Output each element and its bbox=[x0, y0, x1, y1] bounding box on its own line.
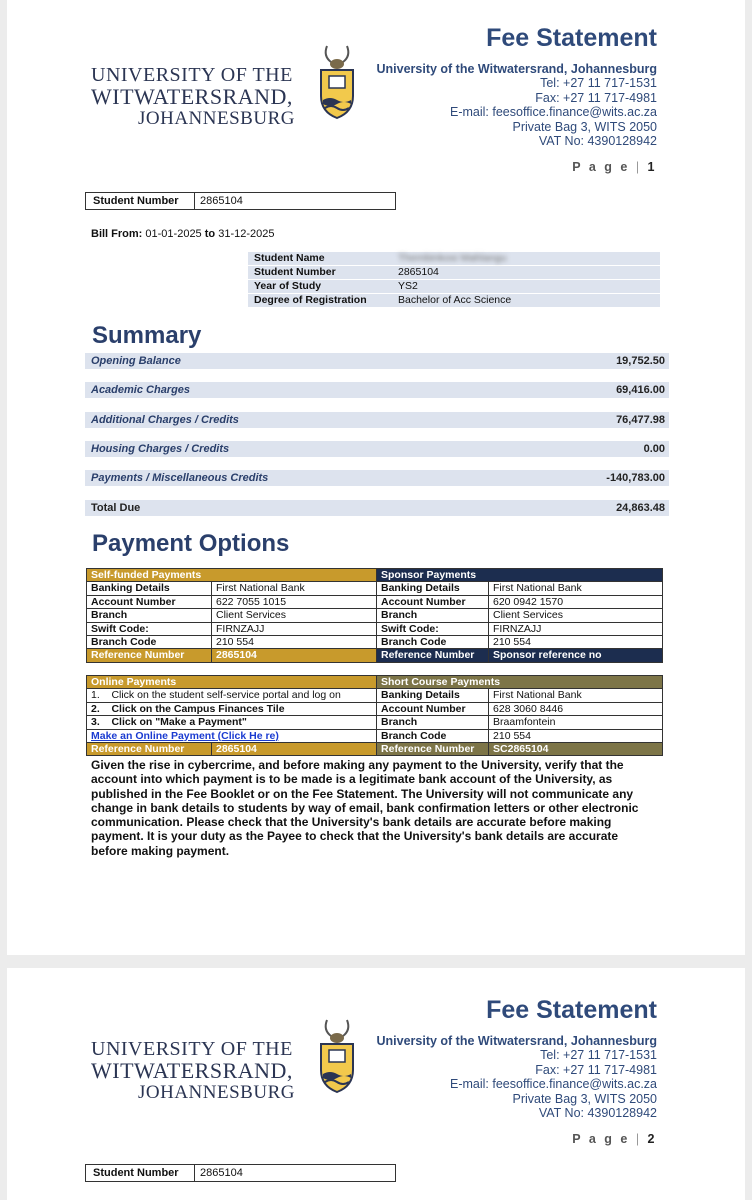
summary-title: Summary bbox=[92, 322, 202, 349]
sc-value: First National Bank bbox=[489, 689, 663, 702]
summary-row bbox=[85, 353, 669, 369]
tel: Tel: +27 11 717-1531 bbox=[540, 76, 657, 91]
summary-row bbox=[85, 382, 669, 398]
online-step bbox=[87, 716, 377, 729]
sp-value: FIRNZAJJ bbox=[489, 622, 663, 635]
summary-item-value: -140,783.00 bbox=[606, 472, 665, 484]
payment-row bbox=[87, 636, 663, 649]
student-info-row bbox=[248, 252, 660, 265]
payment-row bbox=[87, 622, 663, 635]
fax: Fax: +27 11 717-4981 bbox=[535, 1062, 657, 1077]
info-label: Student Name bbox=[254, 252, 325, 264]
student-number-value: 2865104 bbox=[200, 195, 243, 207]
contact-block bbox=[297, 1034, 657, 1120]
sc-label: Account Number bbox=[377, 702, 489, 715]
university-name-line3: JOHANNESBURG bbox=[138, 1082, 295, 1103]
payment-row bbox=[87, 729, 663, 742]
sf-ref-label: Reference Number bbox=[87, 649, 212, 662]
university-name-line3: JOHANNESBURG bbox=[138, 108, 295, 129]
university-name-line1: UNIVERSITY OF THE bbox=[91, 1038, 293, 1060]
postal-address: Private Bag 3, WITS 2050 bbox=[512, 1091, 657, 1106]
student-number-value: 2865104 bbox=[200, 1167, 243, 1179]
statement-page-1 bbox=[7, 0, 745, 955]
sp-value: 620 0942 1570 bbox=[489, 595, 663, 608]
summary-item-name: Opening Balance bbox=[91, 355, 181, 367]
sp-label: Branch bbox=[377, 609, 489, 622]
contact-block bbox=[297, 62, 657, 148]
online-ref-value: 2865104 bbox=[212, 743, 377, 756]
summary-row bbox=[85, 441, 669, 457]
university-name-line2: WITWATERSRAND, bbox=[91, 1058, 293, 1083]
sf-value: 210 554 bbox=[212, 636, 377, 649]
bill-from-label: Bill From: bbox=[91, 228, 143, 240]
sc-ref-value: SC2865104 bbox=[489, 743, 663, 756]
student-number-label: Student Number bbox=[93, 195, 179, 207]
online-step bbox=[87, 702, 377, 715]
document-title: Fee Statement bbox=[486, 996, 657, 1024]
sc-value: 628 3060 8446 bbox=[489, 702, 663, 715]
summary-table bbox=[85, 353, 669, 521]
sf-label: Banking Details bbox=[87, 582, 212, 595]
bank-payment-table bbox=[86, 568, 663, 663]
sc-label: Branch bbox=[377, 716, 489, 729]
info-value: YS2 bbox=[398, 280, 418, 292]
sp-value: Client Services bbox=[489, 609, 663, 622]
step-text: Click on the Campus Finances Tile bbox=[111, 702, 285, 715]
step-number: 1. bbox=[91, 689, 100, 702]
university-name-line2: WITWATERSRAND, bbox=[91, 84, 293, 109]
page-label: P a g e bbox=[572, 160, 630, 174]
sf-value: First National Bank bbox=[212, 582, 377, 595]
info-value: Thembinkosi Mahlangu bbox=[398, 252, 507, 264]
step-text: Click on the student self-service portal and log on bbox=[111, 689, 341, 702]
summary-item-name: Payments / Miscellaneous Credits bbox=[91, 472, 269, 484]
institution-name: University of the Witwatersrand, Johannesburg bbox=[376, 1034, 657, 1048]
page-label: P a g e bbox=[572, 1132, 630, 1146]
bill-from-date: 01-01-2025 bbox=[145, 228, 202, 240]
vat-number: VAT No: 4390128942 bbox=[538, 1106, 657, 1121]
page-num: 2 bbox=[647, 1132, 657, 1146]
student-info-row bbox=[248, 266, 660, 279]
student-number-box bbox=[85, 192, 396, 210]
page-number: P a g e | 1 bbox=[572, 160, 657, 174]
bill-to-date: 31-12-2025 bbox=[218, 228, 275, 240]
payment-header-row bbox=[87, 569, 663, 582]
sc-label: Branch Code bbox=[377, 729, 489, 742]
document-title: Fee Statement bbox=[486, 24, 657, 52]
sc-value: 210 554 bbox=[489, 729, 663, 742]
summary-item-value: 19,752.50 bbox=[616, 355, 665, 367]
sp-label: Banking Details bbox=[377, 582, 489, 595]
payment-row bbox=[87, 595, 663, 608]
sc-label: Banking Details bbox=[377, 689, 489, 702]
page-num: 1 bbox=[647, 160, 657, 174]
online-payment-link[interactable]: Make an Online Payment (Click He re) bbox=[91, 729, 279, 742]
summary-row bbox=[85, 470, 669, 486]
online-ref-label: Reference Number bbox=[87, 743, 212, 756]
info-label: Degree of Registration bbox=[254, 294, 367, 306]
university-name-line1: UNIVERSITY OF THE bbox=[91, 64, 293, 86]
cybercrime-disclaimer: Given the rise in cybercrime, and before making any payment to the University, verify that the account into which payment is to be made is a legitimate bank account of the University, as published in the Fee Booklet or on the Fee Statement. The University will not communicate any change in bank details to students by way of email, bank confirmation letters or other electronic communication. Please check that the University's bank details are accurate before making payment. It is your duty as the Payee to check that the University's bank details are accurate before making payment. bbox=[91, 758, 639, 858]
summary-item-value: 24,863.48 bbox=[616, 502, 665, 514]
reference-row bbox=[87, 743, 663, 756]
sf-label: Swift Code: bbox=[87, 622, 212, 635]
summary-item-value: 76,477.98 bbox=[616, 414, 665, 426]
student-info-table bbox=[248, 252, 660, 308]
student-number-label: Student Number bbox=[93, 1167, 179, 1179]
self-funded-header: Self-funded Payments bbox=[87, 569, 377, 582]
info-value: Bachelor of Acc Science bbox=[398, 294, 512, 306]
step-number: 2. bbox=[91, 702, 100, 715]
payment-row bbox=[87, 716, 663, 729]
summary-row bbox=[85, 412, 669, 428]
bill-period bbox=[91, 228, 274, 240]
summary-item-name: Academic Charges bbox=[91, 384, 191, 396]
online-shortcourse-table bbox=[86, 675, 663, 756]
sf-value: FIRNZAJJ bbox=[212, 622, 377, 635]
bill-to-word: to bbox=[204, 228, 216, 240]
step-number: 3. bbox=[91, 716, 100, 729]
sf-ref-value: 2865104 bbox=[212, 649, 377, 662]
postal-address: Private Bag 3, WITS 2050 bbox=[512, 119, 657, 134]
sc-ref-label: Reference Number bbox=[377, 743, 489, 756]
online-step bbox=[87, 689, 377, 702]
vat-number: VAT No: 4390128942 bbox=[538, 134, 657, 149]
sp-ref-value: Sponsor reference no bbox=[489, 649, 663, 662]
statement-page-2 bbox=[7, 968, 745, 1200]
payment-row bbox=[87, 582, 663, 595]
sp-label: Account Number bbox=[377, 595, 489, 608]
sc-value: Braamfontein bbox=[489, 716, 663, 729]
summary-item-value: 0.00 bbox=[643, 443, 665, 455]
info-value: 2865104 bbox=[398, 266, 439, 278]
sponsor-header: Sponsor Payments bbox=[377, 569, 663, 582]
payment-options-title: Payment Options bbox=[92, 530, 290, 557]
info-label: Student Number bbox=[254, 266, 336, 278]
sp-label: Branch Code bbox=[377, 636, 489, 649]
email: E-mail: feesoffice.finance@wits.ac.za bbox=[450, 1077, 657, 1092]
summary-item-name: Housing Charges / Credits bbox=[91, 443, 230, 455]
online-header: Online Payments bbox=[87, 676, 377, 689]
page-number: P a g e | 2 bbox=[572, 1132, 657, 1146]
institution-name: University of the Witwatersrand, Johannesburg bbox=[376, 62, 657, 76]
sf-value: Client Services bbox=[212, 609, 377, 622]
summary-item-name: Additional Charges / Credits bbox=[91, 414, 239, 426]
sp-ref-label: Reference Number bbox=[377, 649, 489, 662]
sp-value: First National Bank bbox=[489, 582, 663, 595]
payment-row bbox=[87, 689, 663, 702]
reference-row bbox=[87, 649, 663, 662]
tel: Tel: +27 11 717-1531 bbox=[540, 1048, 657, 1063]
sp-value: 210 554 bbox=[489, 636, 663, 649]
fax: Fax: +27 11 717-4981 bbox=[535, 90, 657, 105]
summary-total-row bbox=[85, 500, 669, 516]
email: E-mail: feesoffice.finance@wits.ac.za bbox=[450, 105, 657, 120]
payment-header-row bbox=[87, 676, 663, 689]
sp-label: Swift Code: bbox=[377, 622, 489, 635]
student-info-row bbox=[248, 294, 660, 307]
payment-row bbox=[87, 702, 663, 715]
step-text: Click on "Make a Payment" bbox=[111, 716, 247, 729]
sf-label: Branch Code bbox=[87, 636, 212, 649]
online-link-cell bbox=[87, 729, 377, 742]
info-label: Year of Study bbox=[254, 280, 322, 292]
short-course-header: Short Course Payments bbox=[377, 676, 663, 689]
sf-label: Branch bbox=[87, 609, 212, 622]
summary-item-name: Total Due bbox=[91, 502, 141, 514]
student-info-row bbox=[248, 280, 660, 293]
sf-value: 622 7055 1015 bbox=[212, 595, 377, 608]
sf-label: Account Number bbox=[87, 595, 212, 608]
student-number-box bbox=[85, 1164, 396, 1182]
summary-item-value: 69,416.00 bbox=[616, 384, 665, 396]
payment-row bbox=[87, 609, 663, 622]
